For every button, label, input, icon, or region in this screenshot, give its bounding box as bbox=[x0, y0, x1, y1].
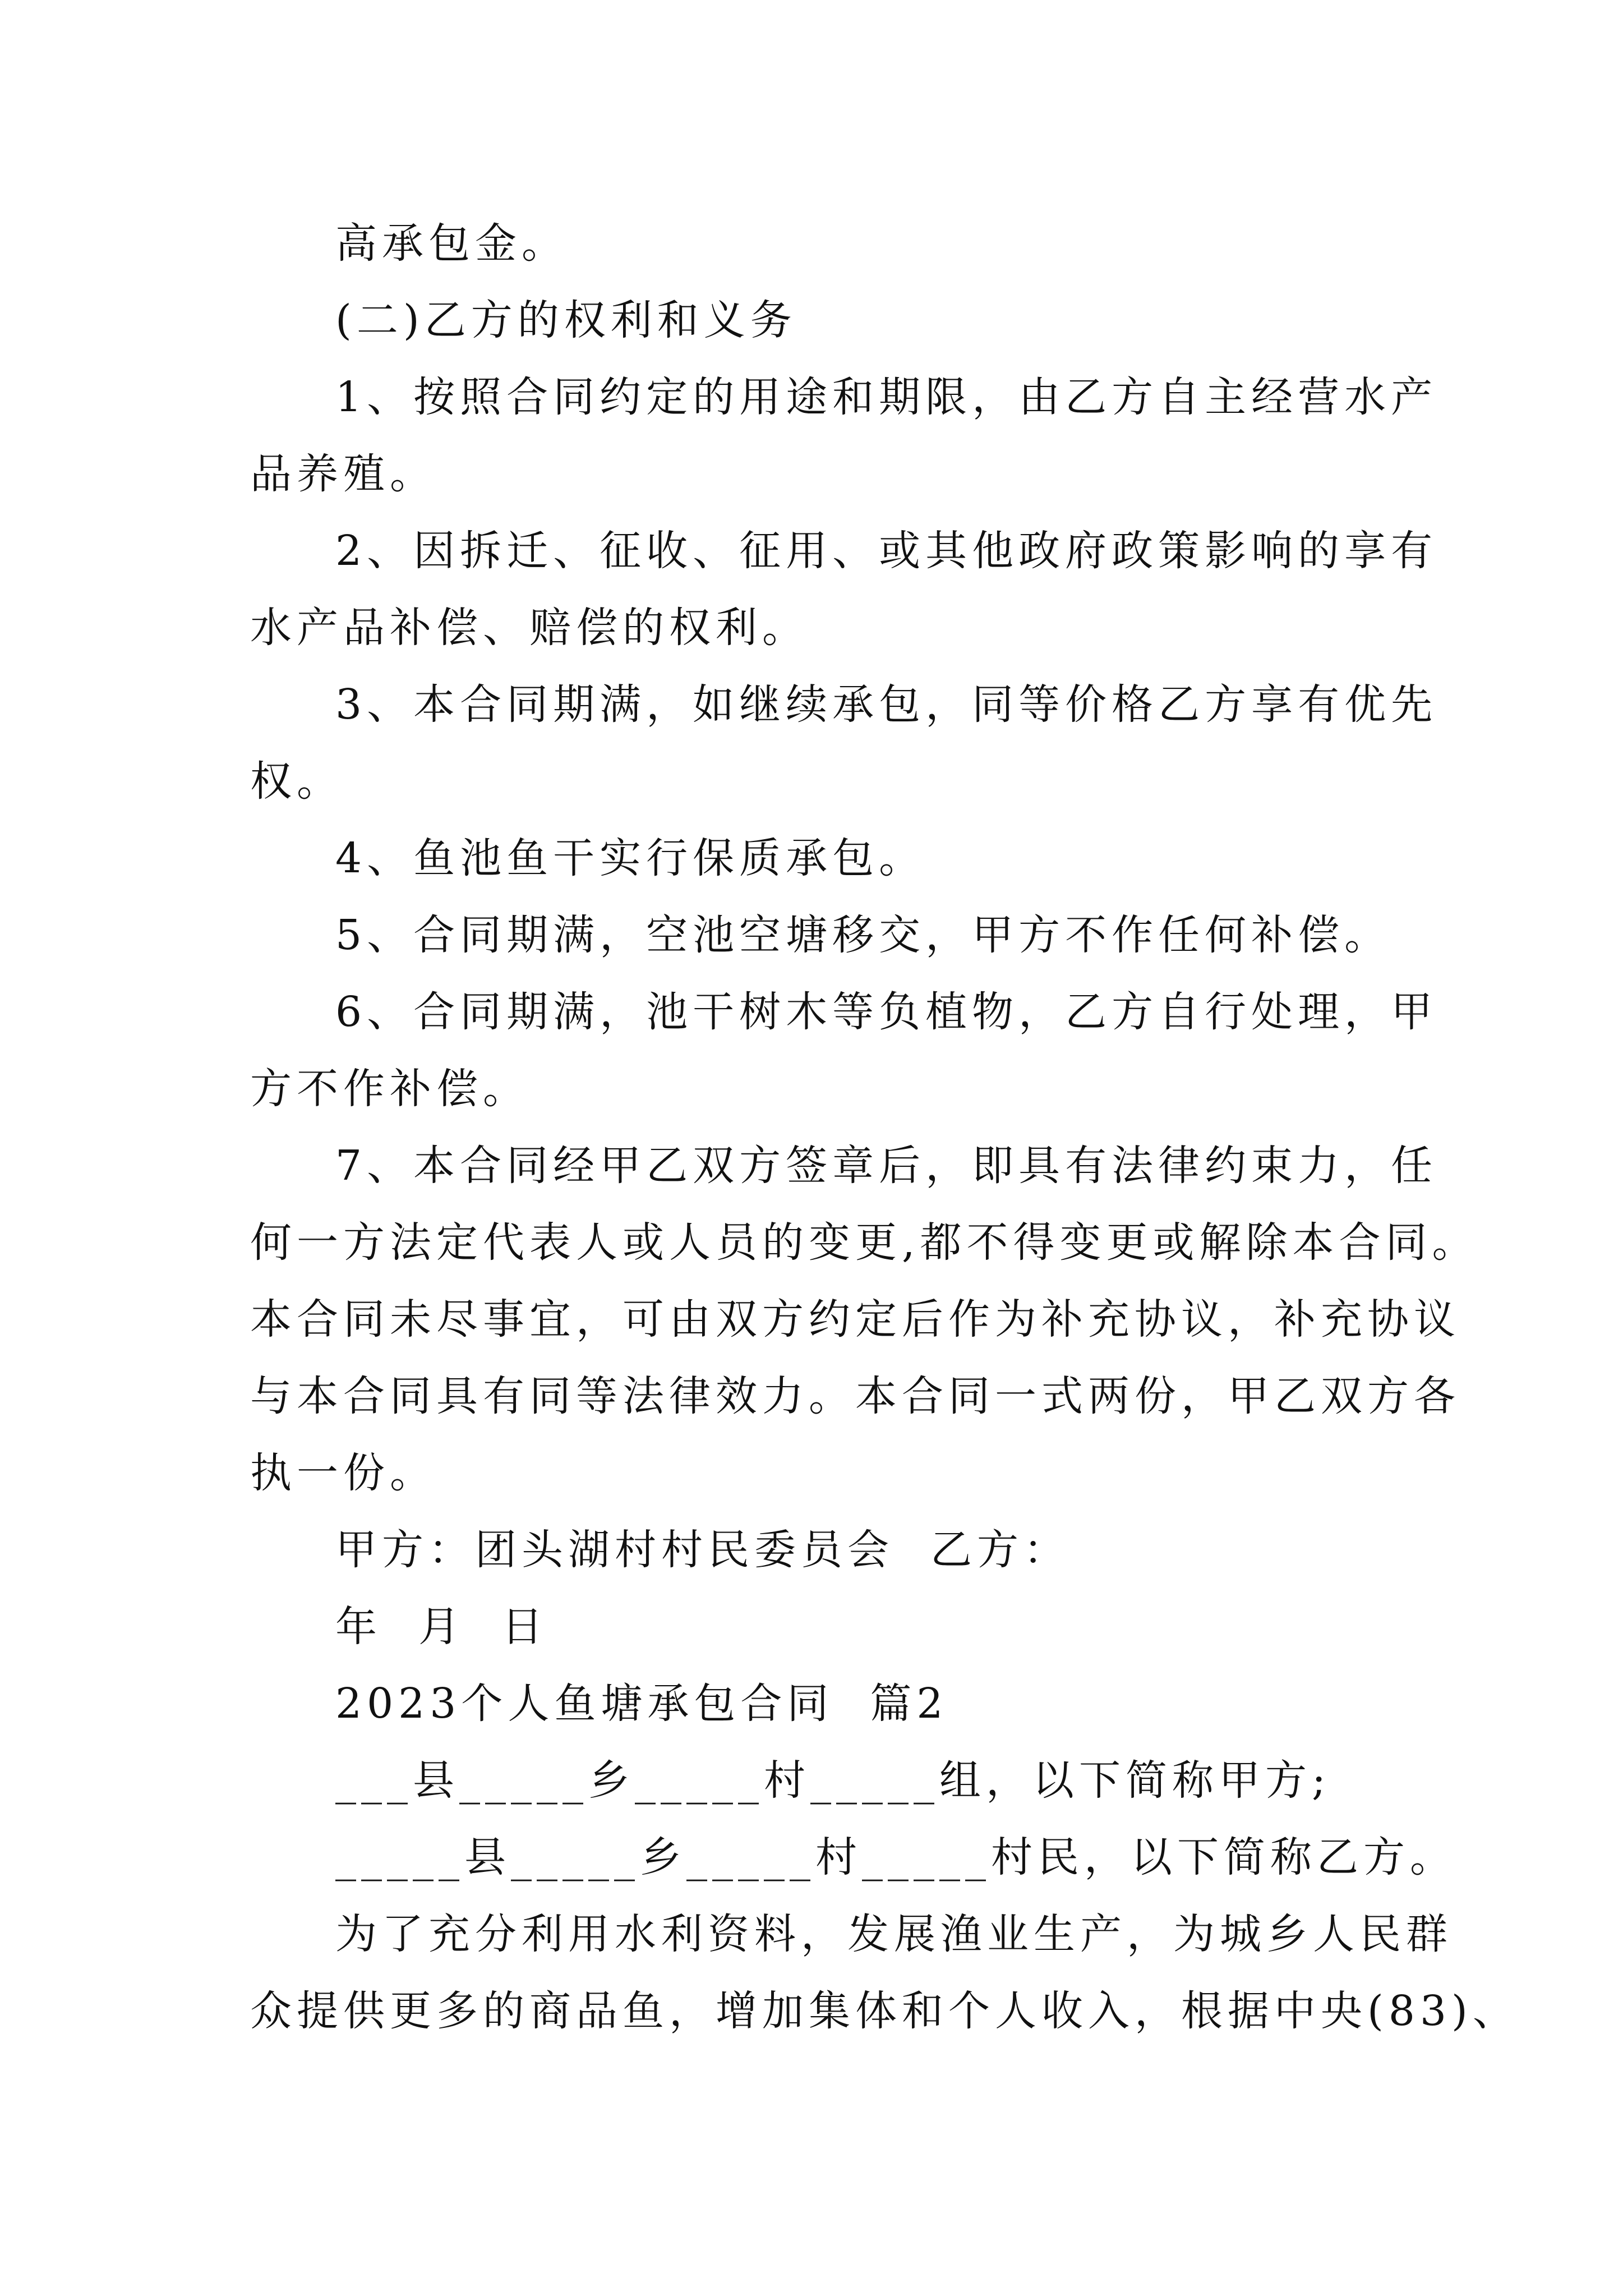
party-b-line: _____县_____乡_____村_____村民，以下简称乙方。 bbox=[335, 1833, 1456, 1881]
section-title: 2023个人鱼塘承包合同 篇2 bbox=[335, 1680, 948, 1728]
signature-line: 甲方：团头湖村村民委员会 乙方： bbox=[335, 1526, 1071, 1574]
section-heading: (二)乙方的权利和义务 bbox=[335, 296, 797, 344]
party-a-line: ___县_____乡_____村_____组，以下简称甲方; bbox=[335, 1756, 1331, 1805]
paragraph-line: 7、本合同经甲乙双方签章后，即具有法律约束力，任 bbox=[335, 1142, 1438, 1190]
paragraph-line: 5、合同期满，空池空塘移交，甲方不作任何补偿。 bbox=[335, 911, 1391, 959]
paragraph-line: 本合同未尽事宜，可由双方约定后作为补充协议，补充协议 bbox=[250, 1295, 1460, 1343]
paragraph-line: 品养殖。 bbox=[250, 450, 436, 498]
paragraph-line: 2、因拆迁、征收、征用、或其他政府政策影响的享有 bbox=[335, 527, 1438, 575]
paragraph-line: 为了充分利用水利资料，发展渔业生产，为城乡人民群 bbox=[335, 1910, 1453, 1958]
paragraph-line: 3、本合同期满，如继续承包，同等价格乙方享有优先 bbox=[335, 680, 1438, 729]
paragraph-line: 执一份。 bbox=[250, 1449, 436, 1497]
paragraph-line: 与本合同具有同等法律效力。本合同一式两份，甲乙双方各 bbox=[250, 1372, 1460, 1420]
paragraph-line: 6、合同期满，池干树木等负植物，乙方自行处理，甲 bbox=[335, 988, 1438, 1036]
paragraph-line: 权。 bbox=[250, 757, 343, 806]
paragraph-line: 1、按照合同约定的用途和期限，由乙方自主经营水产 bbox=[335, 373, 1438, 421]
paragraph-line: 高承包金。 bbox=[335, 219, 568, 268]
paragraph-line: 何一方法定代表人或人员的变更,都不得变更或解除本合同。 bbox=[250, 1218, 1479, 1267]
paragraph-line: 众提供更多的商品鱼，增加集体和个人收入，根据中央(83)、 bbox=[250, 1987, 1519, 2035]
paragraph-line: 水产品补偿、赔偿的权利。 bbox=[250, 604, 809, 652]
date-line: 年 月 日 bbox=[335, 1603, 548, 1651]
paragraph-line: 方不作补偿。 bbox=[250, 1065, 529, 1113]
paragraph-line: 4、鱼池鱼干实行保质承包。 bbox=[335, 834, 926, 882]
